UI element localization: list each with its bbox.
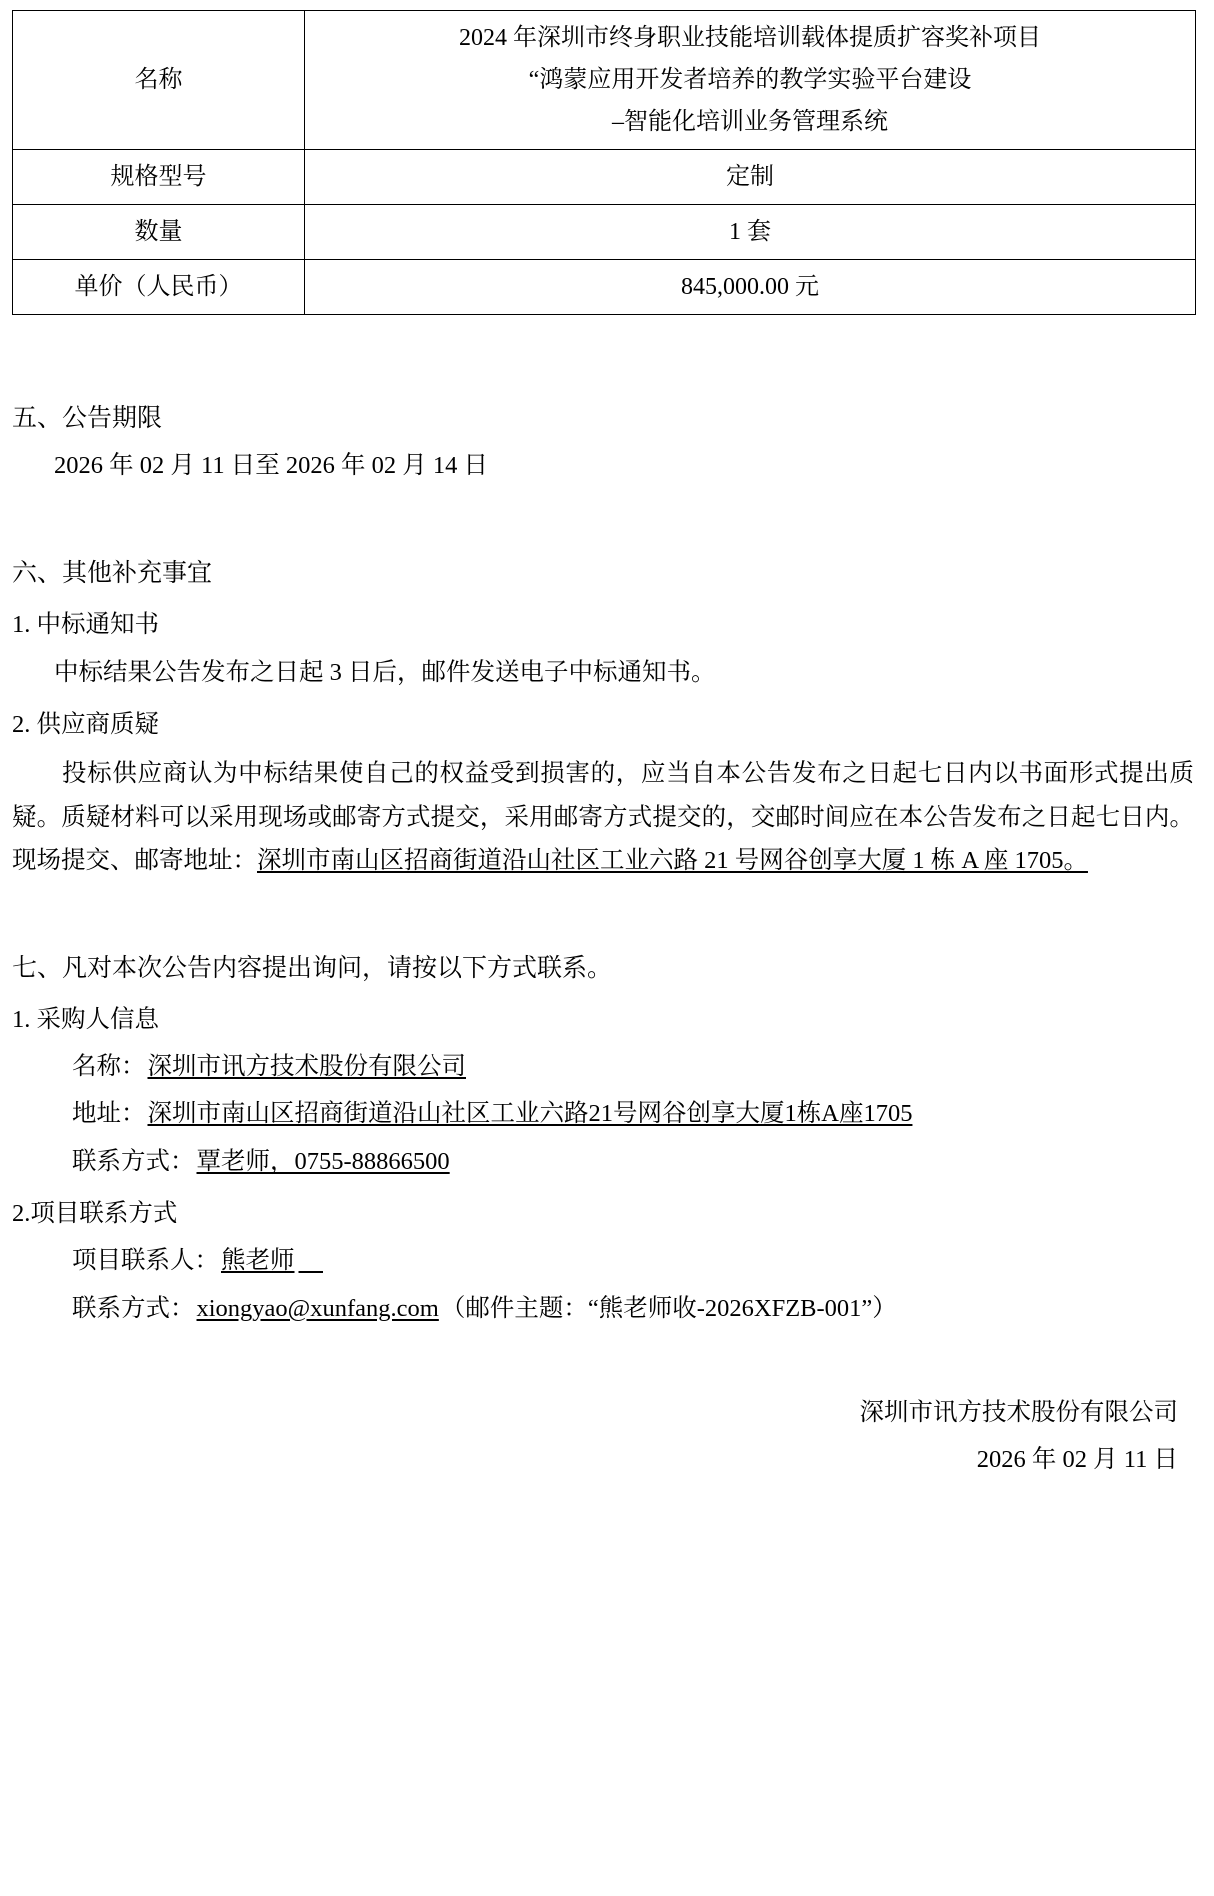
- six-item2-body-text: 投标供应商认为中标结果使自己的权益受到损害的，应当自本公告发布之日起七日内以书面形式提出质疑。质疑材料可以采用现场或邮寄方式提交，采用邮寄方式提交的，交邮时间应在本公告发布之日起七日内。现场提交、邮寄地址：: [12, 760, 1194, 875]
- project-contact-row: [12, 1287, 1194, 1331]
- seven-item1-title: 1. 采购人信息: [12, 1005, 159, 1033]
- section-five-heading: 五、公告期限: [12, 405, 163, 432]
- six-item2-title: 2. 供应商质疑: [12, 711, 159, 739]
- table-label-spec: 规格型号: [13, 150, 305, 205]
- buyer-name-value: 深圳市讯方技术股份有限公司: [147, 1052, 466, 1080]
- project-person-value: 熊老师: [221, 1246, 295, 1274]
- section-six-heading: 六、其他补充事宜: [12, 559, 213, 587]
- project-person-row: [12, 1239, 1194, 1283]
- table-value-quantity: 1 套: [305, 205, 1196, 260]
- section-seven-heading: 七、凡对本次公告内容提出询问，请按以下方式联系。: [12, 954, 613, 982]
- name-line-2: “鸿蒙应用开发者培养的教学实验平台建设: [528, 67, 972, 93]
- buyer-address-row: [12, 1092, 1194, 1136]
- buyer-name-label: 名称：: [72, 1052, 146, 1080]
- signature-date: 2026 年 02 月 11 日: [976, 1445, 1178, 1473]
- project-person-label: 项目联系人：: [72, 1246, 219, 1274]
- table-row: [13, 11, 1196, 150]
- table-row: [13, 205, 1196, 260]
- table-label-name: 名称: [13, 11, 305, 150]
- table-row: [13, 150, 1196, 205]
- signature-block: [12, 1390, 1194, 1483]
- product-info-table: [12, 10, 1196, 315]
- table-label-quantity: 数量: [13, 205, 305, 260]
- table-label-price: 单价（人民币）: [13, 260, 305, 315]
- six-item2-address: 深圳市南山区招商街道沿山社区工业六路 21 号网谷创享大厦 1 栋 A 座 1705。: [257, 847, 1088, 875]
- six-item1-body: 中标结果公告发布之日起 3 日后，邮件发送电子中标通知书。: [54, 658, 716, 686]
- project-contact-email: xiongyao@xunfang.com: [196, 1294, 439, 1322]
- announcement-period: 2026 年 02 月 11 日至 2026 年 02 月 14 日: [54, 452, 488, 479]
- six-item2-body: [12, 752, 1194, 883]
- buyer-address-label: 地址：: [72, 1100, 146, 1128]
- project-person-underline-pad: [297, 1247, 326, 1274]
- table-value-spec: 定制: [305, 150, 1196, 205]
- seven-item2-title: 2.项目联系方式: [12, 1200, 178, 1228]
- six-item1-title: 1. 中标通知书: [12, 610, 159, 638]
- buyer-contact-row: [12, 1140, 1194, 1184]
- table-value-price: 845,000.00 元: [305, 260, 1196, 315]
- project-contact-suffix: （邮件主题：“熊老师收-2026XFZB-001”）: [440, 1294, 897, 1322]
- name-line-1: 2024 年深圳市终身职业技能培训载体提质扩容奖补项目: [459, 25, 1041, 51]
- buyer-contact-label: 联系方式：: [72, 1147, 195, 1175]
- signature-company: 深圳市讯方技术股份有限公司: [859, 1399, 1178, 1427]
- table-row: [13, 260, 1196, 315]
- buyer-name-row: [12, 1045, 1194, 1089]
- project-contact-label: 联系方式：: [72, 1294, 195, 1322]
- name-line-3: –智能化培训业务管理系统: [612, 109, 888, 135]
- table-value-name: [305, 11, 1196, 150]
- buyer-address-value: 深圳市南山区招商街道沿山社区工业六路21号网谷创享大厦1栋A座1705: [147, 1100, 913, 1128]
- buyer-contact-value: 覃老师，0755-88866500: [196, 1147, 450, 1175]
